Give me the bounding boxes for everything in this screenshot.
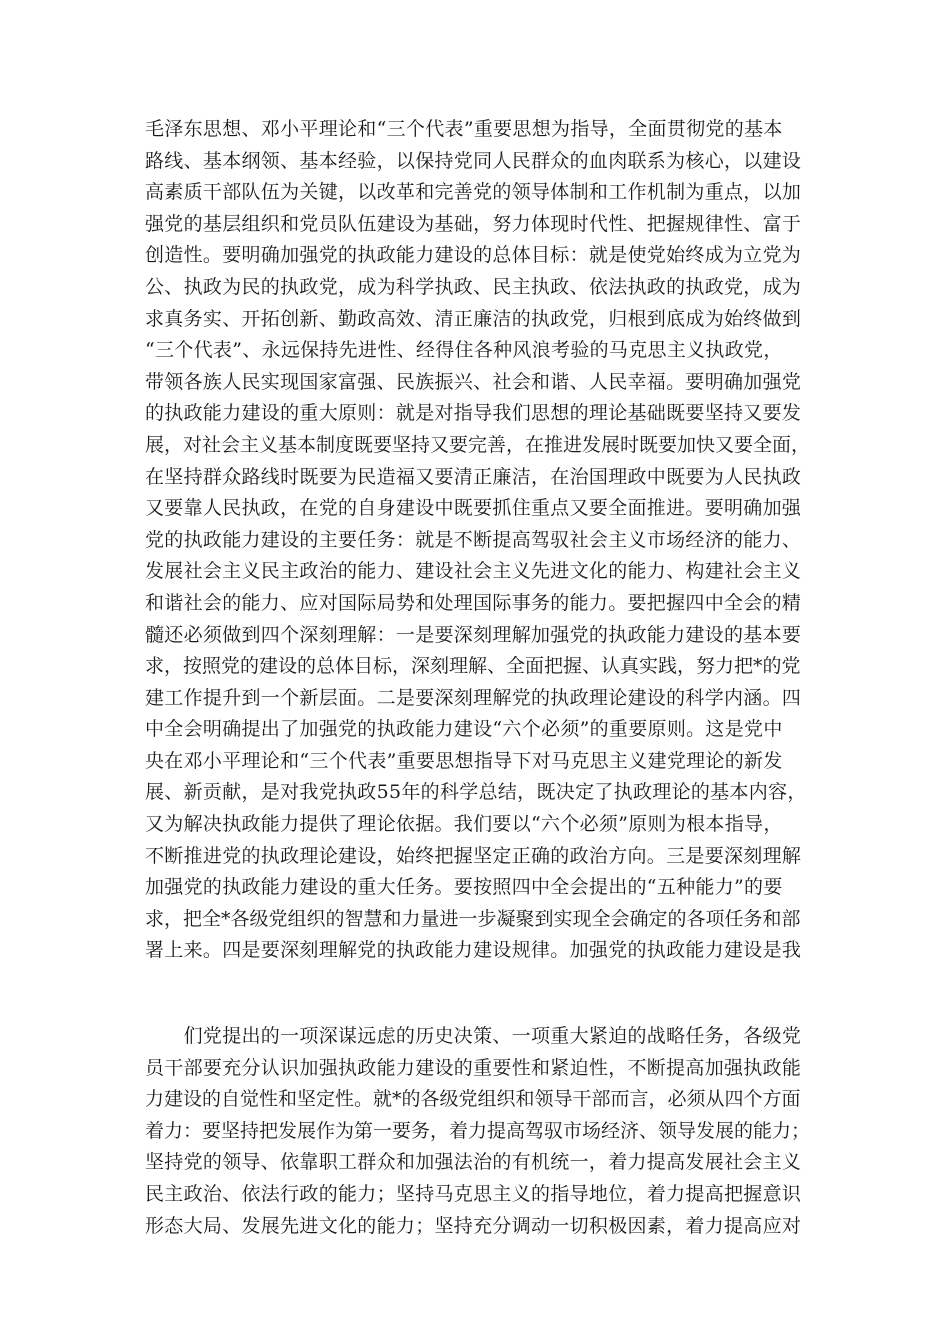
text-line: 创造性。要明确加强党的执政能力建设的总体目标：就是使党始终成为立党为	[145, 244, 802, 267]
text-line: 又要靠人民执政，在党的自身建设中既要抓住重点又要全面推进。要明确加强	[145, 497, 802, 520]
text-line: 毛泽东思想、邓小平理论和“三个代表”重要思想为指导，全面贯彻党的基本	[145, 118, 783, 140]
text-line: 署上来。四是要深刻理解党的执政能力建设规律。加强党的执政能力建设是我	[145, 939, 802, 962]
text-line: 员干部要充分认识加强执政能力建设的重要性和紧迫性，不断提高加强执政能	[145, 1056, 802, 1079]
text-line: 强党的基层组织和党员队伍建设为基础，努力体现时代性、把握规律性、富于	[145, 212, 802, 235]
text-line: 力建设的自觉性和坚定性。就*的各级党组织和领导干部而言，必须从四个方面	[145, 1088, 801, 1111]
text-line: 央在邓小平理论和“三个代表”重要思想指导下对马克思主义建党理论的新发	[145, 749, 783, 772]
text-line: 求真务实、开拓创新、勤政高效、清正廉洁的执政党，归根到底成为始终做到	[145, 307, 802, 330]
text-line: 的执政能力建设的重大原则：就是对指导我们思想的理论基础既要坚持又要发	[145, 402, 802, 425]
text-line: 路线、基本纲领、基本经验，以保持党同人民群众的血肉联系为核心，以建设	[145, 149, 802, 172]
text-line: 和谐社会的能力、应对国际局势和处理国际事务的能力。要把握四中全会的精	[145, 591, 802, 614]
text-line: 坚持党的领导、依靠职工群众和加强法治的有机统一，着力提高发展社会主义	[145, 1151, 802, 1174]
text-line: 髓还必须做到四个深刻理解：一是要深刻理解加强党的执政能力建设的基本要	[145, 623, 802, 646]
text-line: 又为解决执政能力提供了理论依据。我们要以“六个必须”原则为根本指导，	[145, 813, 783, 836]
text-line: 公、执政为民的执政党，成为科学执政、民主执政、依法执政的执政党，成为	[145, 275, 802, 298]
text-line: 不断推进党的执政理论建设，始终把握坚定正确的政治方向。三是要深刻理解	[145, 844, 802, 867]
text-line: 在坚持群众路线时既要为民造福又要清正廉洁，在治国理政中既要为人民执政	[145, 465, 802, 488]
text-line: 加强党的执政能力建设的重大任务。要按照四中全会提出的“五种能力”的要	[145, 876, 783, 899]
text-line: 建工作提升到一个新层面。二是要深刻理解党的执政理论建设的科学内涵。四	[145, 686, 802, 709]
text-line: 展，对社会主义基本制度既要坚持又要完善，在推进发展时既要加快又要全面，	[145, 433, 811, 456]
text-line: 求，按照党的建设的总体目标，深刻理解、全面把握、认真实践，努力把*的党	[145, 655, 801, 678]
text-line: 着力：要坚持把发展作为第一要务，着力提高驾驭市场经济、领导发展的能力；	[145, 1119, 811, 1142]
text-line: 发展社会主义民主政治的能力、建设社会主义先进文化的能力、构建社会主义	[145, 560, 802, 583]
text-line: 形态大局、发展先进文化的能力；坚持充分调动一切积极因素，着力提高应对	[145, 1214, 802, 1237]
text-line: 求，把全*各级党组织的智慧和力量进一步凝聚到实现全会确定的各项任务和部	[145, 907, 801, 930]
paragraph-2	[145, 1021, 810, 1242]
text-line: 中全会明确提出了加强党的执政能力建设“六个必须”的重要原则。这是党中	[145, 718, 783, 741]
text-line: “三个代表”、永远保持先进性、经得住各种风浪考验的马克思主义执政党，	[145, 339, 783, 362]
text-line: 展、新贡献，是对我党执政55年的科学总结，既决定了执政理论的基本内容，	[145, 781, 807, 804]
paragraph-1	[145, 114, 810, 967]
text-line: 们党提出的一项深谋远虑的历史决策、一项重大紧迫的战略任务，各级党	[145, 1025, 802, 1047]
text-line: 民主政治、依法行政的能力；坚持马克思主义的指导地位，着力提高把握意识	[145, 1182, 802, 1205]
text-line: 带领各族人民实现国家富强、民族振兴、社会和谐、人民幸福。要明确加强党	[145, 370, 802, 393]
text-line: 党的执政能力建设的主要任务：就是不断提高驾驭社会主义市场经济的能力、	[145, 528, 802, 551]
text-line: 高素质干部队伍为关键，以改革和完善党的领导体制和工作机制为重点，以加	[145, 181, 802, 204]
